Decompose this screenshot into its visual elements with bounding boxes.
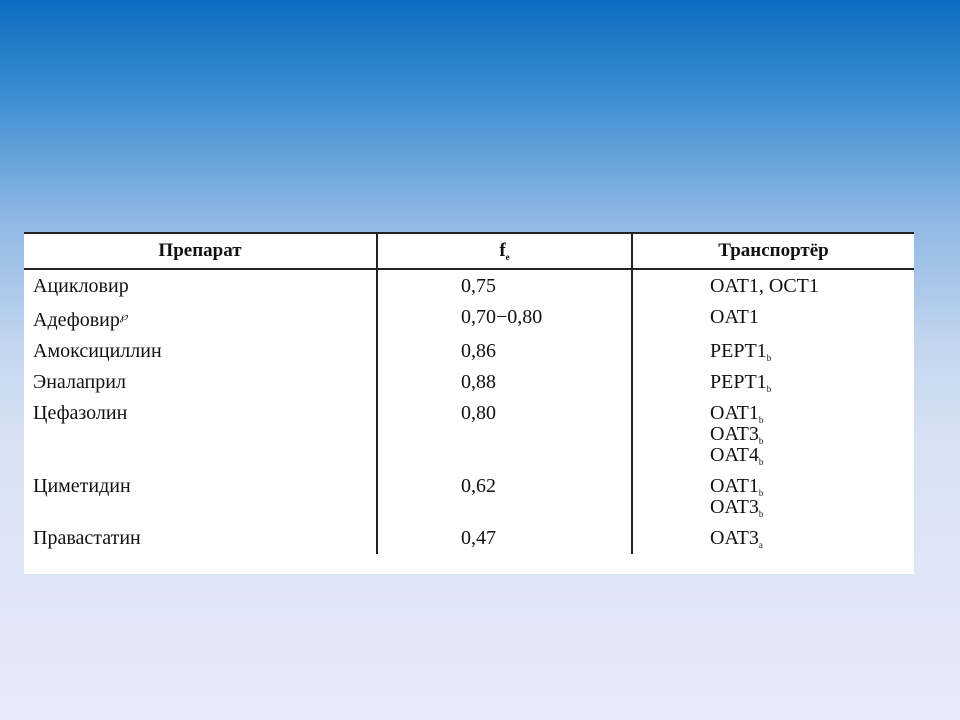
transporter-name: OAT3 xyxy=(710,423,759,445)
transporter-entry xyxy=(710,307,914,328)
drug-name: Амоксициллин xyxy=(33,340,162,362)
transporter-entry xyxy=(710,276,914,297)
cell-transporter xyxy=(632,336,914,367)
transporter-entry xyxy=(710,476,914,497)
drug-name: Эналаприл xyxy=(33,371,126,393)
transporter-name: OAT3 xyxy=(710,496,759,518)
cell-fe: 0,75 xyxy=(377,269,632,302)
cell-fe: 0,86 xyxy=(377,336,632,367)
transporter-name: OAT1 xyxy=(710,475,759,497)
transporter-name: PEPT1 xyxy=(710,340,767,362)
cell-transporter xyxy=(632,471,914,523)
cell-transporter xyxy=(632,269,914,302)
cell-transporter xyxy=(632,398,914,471)
transporter-entry xyxy=(710,497,914,518)
table-row xyxy=(24,302,914,336)
cell-fe: 0,88 xyxy=(377,367,632,398)
transporter-entry xyxy=(710,372,914,393)
cell-drug xyxy=(24,471,377,523)
cell-fe: 0,62 xyxy=(377,471,632,523)
cell-drug xyxy=(24,336,377,367)
header-fe-subscript: e xyxy=(505,252,510,262)
table-row xyxy=(24,523,914,554)
transporter-subscript: b xyxy=(758,457,764,467)
transporter-name: OAT3 xyxy=(710,527,759,549)
table-row xyxy=(24,398,914,471)
header-fe-label: f xyxy=(499,240,506,261)
cell-drug xyxy=(24,269,377,302)
transporter-subscript: b xyxy=(758,488,764,498)
drug-name: Адефовир xyxy=(33,309,120,331)
table-row xyxy=(24,336,914,367)
cell-transporter xyxy=(632,523,914,554)
transporter-subscript: b xyxy=(766,384,772,394)
cell-transporter xyxy=(632,302,914,336)
header-fe xyxy=(377,234,632,269)
drug-name: Ацикловир xyxy=(33,275,129,297)
transporter-entry xyxy=(710,528,914,549)
transporter-entry xyxy=(710,424,914,445)
header-transporter: Транспортёр xyxy=(632,234,914,269)
transporter-subscript: a xyxy=(758,540,763,550)
cell-transporter xyxy=(632,367,914,398)
data-table xyxy=(24,234,914,554)
table-row xyxy=(24,471,914,523)
transporter-entry xyxy=(710,341,914,362)
transporter-subscript: b xyxy=(766,353,772,363)
transporter-entry xyxy=(710,403,914,424)
transporter-name: OAT4 xyxy=(710,444,759,466)
drug-transporter-table xyxy=(24,232,914,574)
cell-fe: 0,80 xyxy=(377,398,632,471)
table-header-row xyxy=(24,234,914,269)
transporter-name: OAT1 xyxy=(710,306,759,328)
drug-mark: ℘ xyxy=(119,311,128,323)
cell-drug xyxy=(24,398,377,471)
header-drug: Препарат xyxy=(24,234,377,269)
cell-fe: 0,70−0,80 xyxy=(377,302,632,336)
transporter-name: PEPT1 xyxy=(710,371,767,393)
transporter-subscript: b xyxy=(758,436,764,446)
table-row xyxy=(24,269,914,302)
drug-name: Цефазолин xyxy=(33,402,128,424)
drug-name: Циметидин xyxy=(33,475,131,497)
transporter-entry xyxy=(710,445,914,466)
cell-drug xyxy=(24,367,377,398)
table-row xyxy=(24,367,914,398)
transporter-name: OAT1 xyxy=(710,402,759,424)
drug-name: Правастатин xyxy=(33,527,141,549)
cell-drug xyxy=(24,302,377,336)
cell-fe: 0,47 xyxy=(377,523,632,554)
transporter-subscript: b xyxy=(758,415,764,425)
cell-drug xyxy=(24,523,377,554)
transporter-name: OAT1, OCT1 xyxy=(710,275,819,297)
transporter-subscript: b xyxy=(758,509,764,519)
